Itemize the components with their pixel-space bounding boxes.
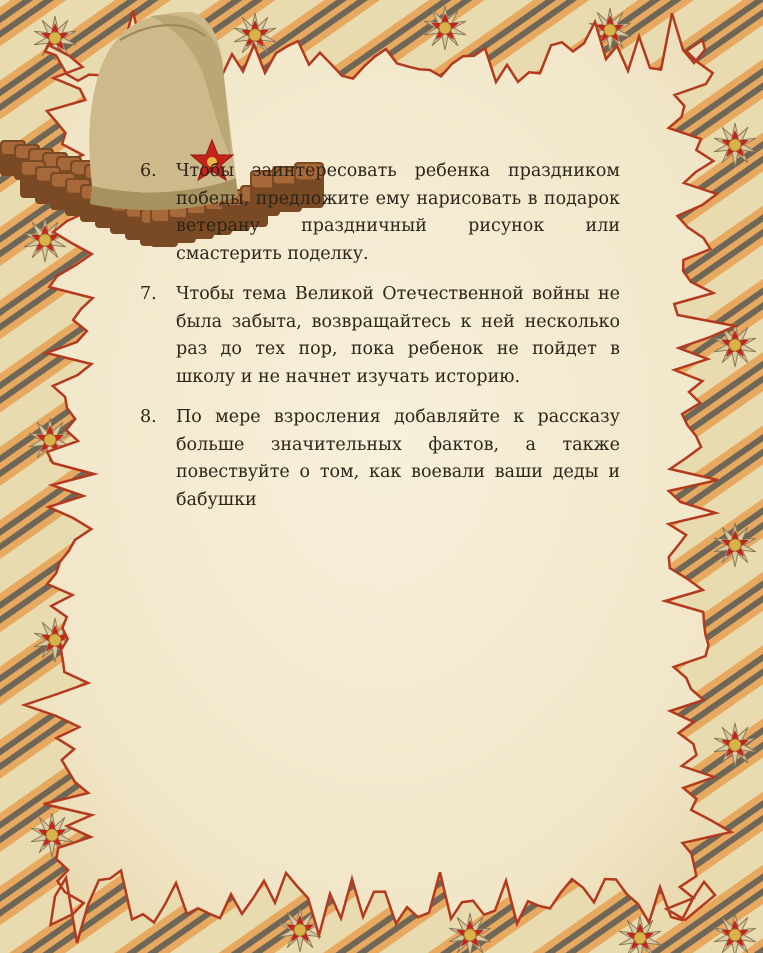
list-item: [140, 404, 620, 514]
tips-list: [140, 158, 620, 527]
list-item: [140, 281, 620, 391]
list-item: [140, 158, 620, 268]
item-number: 6.: [140, 161, 157, 181]
item-text: Чтобы заинтересовать ребенка праздником победы, предложите ему нарисовать в подарок ветерану праздничный рисунок или смастерить поделку.: [176, 161, 620, 264]
item-number: 7.: [140, 284, 157, 304]
item-text: Чтобы тема Великой Отечественной войны не была забыта, возвращайтесь к ней несколько раз до тех пор, пока ребенок не пойдет в школу и не начнет изучать историю.: [176, 284, 620, 387]
item-number: 8.: [140, 407, 157, 427]
item-text: По мере взросления добавляйте к рассказу больше значительных фактов, а также повествуйте о том, как воевали ваши деды и бабушки: [176, 407, 620, 510]
